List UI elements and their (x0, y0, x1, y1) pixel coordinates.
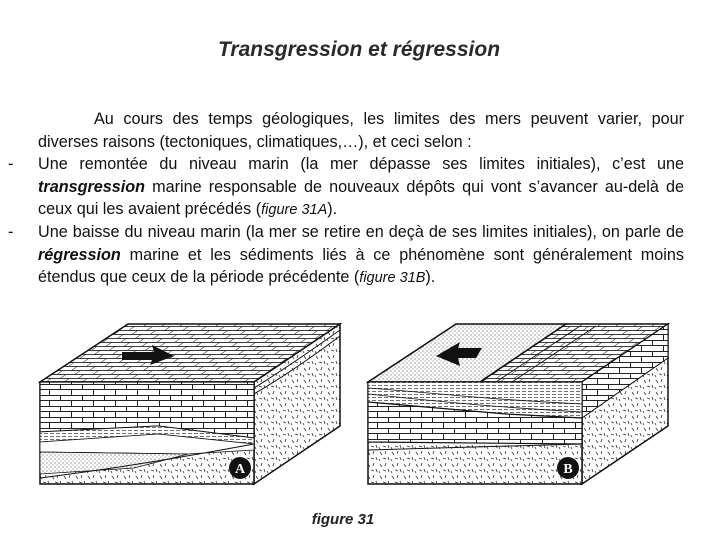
list-item-transgression (38, 153, 684, 222)
panel-label-b: B (563, 462, 573, 477)
figure-ref-b: figure 31B (359, 270, 426, 286)
term-transgression: transgression (38, 177, 146, 196)
item-text: Une remontée du niveau marin (la mer dépasse ses limites initiales), c’est une (38, 155, 684, 173)
term-regression: régression (38, 245, 121, 264)
figure-31b-block-diagram (366, 318, 706, 498)
item-text: Une baisse du niveau marin (la mer se retire en deçà de ses limites initiales), on parle de (38, 223, 684, 241)
figure-31a-block-diagram (38, 318, 378, 498)
item-text: marine responsable de nouveaux dépôts qui vont s’avancer au-delà de ceux qui les avaient précédés ( (38, 177, 684, 218)
figure-ref-a: figure 31A (261, 202, 328, 218)
item-text: marine et les sédiments liés à ce phénomène sont généralement moins étendus que ceux de la période précédente ( (38, 245, 684, 286)
list-item-regression (38, 221, 684, 290)
page-title: Transgression et régression (217, 38, 501, 61)
figure-caption: figure 31 (311, 511, 375, 528)
item-text: ). (425, 268, 436, 286)
panel-label-a: A (234, 462, 246, 477)
bullet-marker: - (8, 155, 14, 173)
intro-text: Au cours des temps géologiques, les limites des mers peuvent varier, pour diverses raisons (tectoniques, climatiques,…), et ceci selon : (38, 110, 684, 151)
item-text: ). (327, 200, 338, 218)
bullet-marker: - (8, 223, 14, 241)
intro-paragraph (38, 108, 684, 153)
